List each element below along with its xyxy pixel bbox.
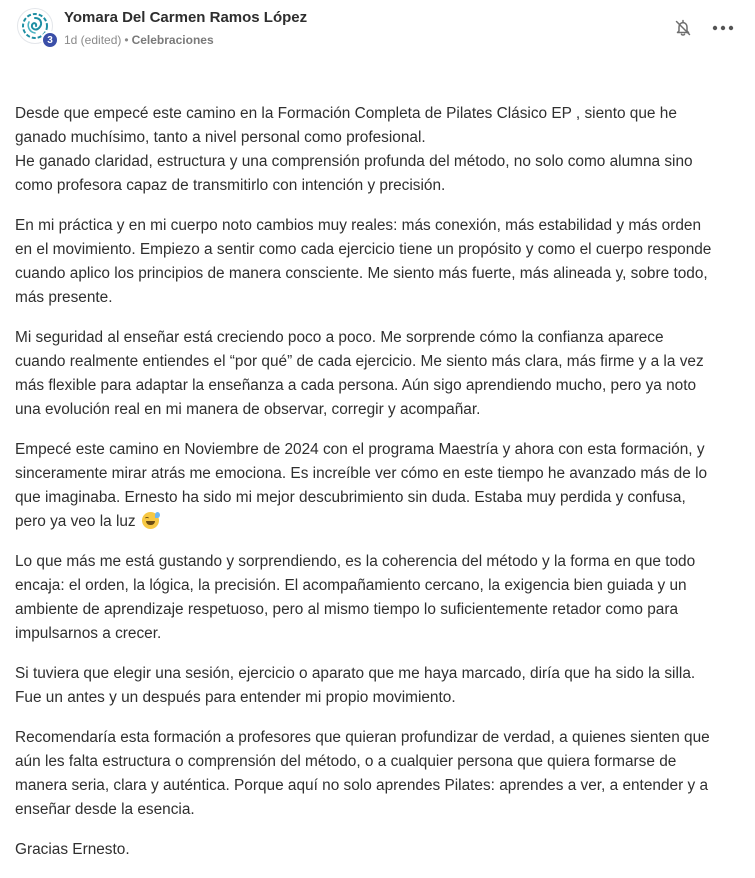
- bell-off-icon[interactable]: [672, 17, 694, 39]
- paragraph-line: impulsarnos a crecer.: [15, 625, 162, 642]
- paragraph-line: Recomendaría esta formación a profesores que quieran profundizar de verdad, a quienes sienten que: [15, 729, 710, 746]
- paragraph-line: aún les falta estructura o comprensión del método, o a cualquier persona que quiera formarse de: [15, 753, 677, 770]
- post-body: [15, 102, 747, 878]
- more-horizontal-icon[interactable]: [711, 17, 735, 39]
- post-paragraph: [15, 326, 747, 422]
- paragraph-line: Lo que más me está gustando y sorprendiendo, es la coherencia del método y la forma en que todo: [15, 553, 696, 570]
- post-paragraph: [15, 662, 747, 710]
- paragraph-line: Desde que empecé este camino en la Formación Completa de Pilates Clásico EP , siento que he: [15, 105, 677, 122]
- level-badge: 3: [41, 31, 59, 49]
- paragraph-line: sinceramente mirar atrás me emociona. Es increíble ver cómo en este tiempo he avanzado más de lo: [15, 465, 708, 482]
- post-paragraph: [15, 550, 747, 646]
- paragraph-line: He ganado claridad, estructura y una comprensión profunda del método, no solo como alumna sino: [15, 153, 693, 170]
- post-paragraph: [15, 438, 747, 534]
- paragraph-line: más flexible para adaptar la enseñanza a cada persona. Aún sigo aprendiendo mucho, pero ya noto: [15, 377, 697, 394]
- paragraph-line: ambiente de aprendizaje respetuoso, pero al mismo tiempo lo suficientemente retador como para: [15, 601, 679, 618]
- paragraph-line: cuando realmente entiendes el “por qué” de cada ejercicio. Me siento más clara, más firme y a la vez: [15, 353, 704, 370]
- post-paragraph: [15, 838, 747, 862]
- paragraph-line: en el movimiento. Empiezo a sentir como cada ejercicio tiene un propósito y como el cuerpo responde: [15, 241, 712, 258]
- paragraph-line: Empecé este camino en Noviembre de 2024 con el programa Maestría y ahora con esta formación, y: [15, 441, 705, 458]
- post-paragraph: [15, 214, 747, 310]
- paragraph-line: que imaginaba. Ernesto ha sido mi mejor descubrimiento sin duda. Estaba muy perdida y confusa,: [15, 489, 686, 506]
- paragraph-line: Fue un antes y un después para entender mi propio movimiento.: [15, 689, 456, 706]
- paragraph-line: Si tuviera que elegir una sesión, ejercicio o aparato que me haya marcado, diría que ha sido la silla.: [15, 665, 696, 682]
- paragraph-line: ganado muchísimo, tanto a nivel personal como profesional.: [15, 129, 426, 146]
- paragraph-line: Gracias Ernesto.: [15, 841, 130, 858]
- post-header: [0, 0, 755, 60]
- author-name[interactable]: Yomara Del Carmen Ramos López: [64, 9, 308, 26]
- paragraph-line: Mi seguridad al enseñar está creciendo poco a poco. Me sorprende cómo la confianza aparece: [15, 329, 664, 346]
- paragraph-line: más presente.: [15, 289, 113, 306]
- paragraph-line: cuando aplico los principios de manera consciente. Me siento más fuerte, más alineada y, sobre todo,: [15, 265, 708, 282]
- post-category[interactable]: Celebraciones: [131, 33, 214, 47]
- paragraph-line: enseñar desde la esencia.: [15, 801, 195, 818]
- post-meta: [64, 33, 214, 47]
- paragraph-line: como profesora capaz de transmitirlo con intención y precisión.: [15, 177, 446, 194]
- paragraph-line: En mi práctica y en mi cuerpo noto cambios muy reales: más conexión, más estabilidad y más orden: [15, 217, 702, 234]
- post-paragraph: [15, 102, 747, 198]
- paragraph-line: una evolución real en mi manera de observar, corregir y acompañar.: [15, 401, 481, 418]
- post-time[interactable]: 1d (edited): [64, 33, 122, 47]
- paragraph-line: pero ya veo la luz: [15, 513, 136, 530]
- post-paragraph: [15, 726, 747, 822]
- grinning-sweat-emoji-icon: [142, 512, 159, 529]
- meta-separator: •: [124, 33, 129, 47]
- paragraph-line: encaja: el orden, la lógica, la precisión. El acompañamiento cercano, la exigencia bien guiada y un: [15, 577, 687, 594]
- paragraph-line: manera seria, clara y auténtica. Porque aquí no solo aprendes Pilates: aprendes a ver, a entender y a: [15, 777, 709, 794]
